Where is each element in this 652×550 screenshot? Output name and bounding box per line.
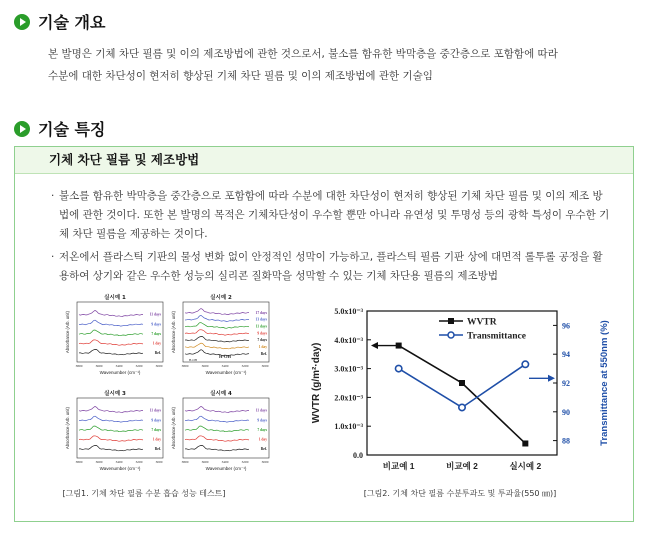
y2-axis-label: Transmittance at 550nm (%) [599,320,610,446]
play-bullet-icon [14,121,30,137]
y2-tick-label: 90 [562,407,570,417]
plot-frame [183,398,269,458]
ftir-annotation: H-OH [189,358,197,362]
ftir-xlabel: Wavenumber (cm⁻¹) [205,370,247,375]
feature-bullet-2: · 저온에서 플라스틱 기판의 물성 변화 없이 안정적인 성막이 가능하고, 플라스틱 필름 기판 상에 대면적 롤투롤 공정을 활용하여 상기와 같은 우수한 성능의 실리콘 질화막을 성막할 수 있는 기체 차단용 필름의 제조방법 [51,248,611,286]
ftir-day-label: 11 days [149,312,161,317]
ftir-xtick: 3400 [221,364,229,368]
ftir-panel [63,389,167,475]
ftir-day-label: Ref. [260,447,267,452]
wvtr-transmittance-chart [305,301,615,485]
ftir-day-label: 9 days [151,418,161,423]
ftir-panel-title: 실시예 4 [210,391,232,397]
ftir-panel-plot [63,300,167,380]
ftir-day-label: 17 days [255,310,267,315]
ftir-xtick: 3200 [241,364,249,368]
ftir-curve [185,330,249,336]
ftir-panel-plot [169,396,273,476]
ftir-curve [185,350,249,356]
ftir-curve [185,315,249,321]
x-category-label: 비교예 1 [382,461,415,471]
figure2-caption: [그림2. 기체 차단 필름 수분투과도 및 투과율(550 ㎚)] [363,489,557,498]
series-point [459,404,465,410]
play-bullet-icon [14,14,30,30]
ftir-curve [185,426,249,432]
ftir-annotation: H-OH [219,354,231,359]
ftir-day-label: 9 days [151,322,161,327]
section-overview-header [14,10,105,33]
ftir-day-label: 9 days [257,418,267,423]
y-axis-label: WVTR (g/m²·day) [311,342,322,424]
ftir-curve [185,416,249,422]
ftir-curve [79,406,143,412]
section-features-header [14,117,105,140]
ftir-ylabel: Absorbance (Arb. unit) [65,407,70,449]
ftir-panel [63,293,167,379]
ftir-curve [79,436,143,442]
figure2-chart [305,301,615,485]
ftir-xtick: 3800 [181,460,189,464]
axis-indicator-arrowhead [371,342,378,349]
feature-bullets [51,187,611,290]
y-tick-label: 4.0x10⁻³ [334,335,363,345]
feature-bullet-1: · 불소를 함유한 박막층을 중간층으로 포함함에 따라 수분에 대한 차단성이 현저히 향상된 기체 차단 필름 및 이의 제조 방법에 관한 것이다. 또한 본 발명의 목적은 기체차단성이 우수할 뿐만 아니라 유연성 및 투명성 등의 광학 특성이 우수한 기체 차단 필름을 제공하는 것이다. [51,187,611,244]
ftir-ylabel: Absorbance (Arb. unit) [171,407,176,449]
ftir-day-label: 1 day [258,345,267,350]
ftir-xtick: 3600 [201,460,209,464]
ftir-curve [79,340,143,346]
ftir-day-label: 1 day [152,341,161,346]
figure1-ftir-panels [63,293,273,483]
ftir-day-label: Ref. [154,351,161,356]
ftir-panel-plot [63,396,167,476]
ftir-panel-title: 실시예 1 [104,295,126,301]
series-point [459,380,465,386]
y-tick-label: 1.0x10⁻³ [334,422,363,432]
ftir-day-label: 7 days [257,338,267,343]
y2-tick-label: 96 [562,321,570,331]
feature-box-title: 기체 차단 필름 및 제조방법 [15,147,633,174]
y2-tick-label: 94 [562,350,570,360]
ftir-xtick: 3400 [115,364,123,368]
overview-text [48,43,628,87]
ftir-panel [169,293,273,379]
ftir-curve [185,323,249,329]
ftir-curve [79,426,143,432]
ftir-xtick: 3000 [261,460,269,464]
ftir-day-label: 11 days [255,408,267,413]
ftir-xtick: 3400 [221,460,229,464]
ftir-curve [79,445,143,450]
plot-frame [77,302,163,362]
series-point [522,440,528,446]
y-tick-label: 0.0 [353,451,363,460]
ftir-curve [79,349,143,354]
ftir-xtick: 3600 [201,364,209,368]
legend-label: WVTR [467,317,497,328]
y-tick-label: 3.0x10⁻³ [334,364,363,374]
section-features-title: 기술 특징 [38,120,106,139]
legend-marker [448,318,454,324]
ftir-xtick: 3600 [95,364,103,368]
ftir-panel [169,389,273,475]
ftir-curve [185,337,249,342]
ftir-day-label: 7 days [151,427,161,432]
ftir-day-label: 9 days [257,331,267,336]
x-category-label: 실시예 2 [509,461,542,471]
ftir-xtick: 3000 [261,364,269,368]
ftir-xlabel: Wavenumber (cm⁻¹) [99,466,141,471]
ftir-xtick: 3400 [115,460,123,464]
ftir-day-label: 7 days [151,331,161,336]
ftir-curve [185,436,249,442]
ftir-curve [185,343,249,349]
ftir-xtick: 3000 [155,460,163,464]
ftir-panel-plot [169,300,273,380]
axis-indicator-arrowhead [548,375,555,382]
ftir-day-label: Ref. [154,447,161,452]
legend-marker [448,332,454,338]
ftir-day-label: 11 days [255,324,267,329]
ftir-ylabel: Absorbance (Arb. unit) [171,311,176,353]
plot-frame [77,398,163,458]
overview-line-1: 본 발명은 기체 차단 필름 및 이의 제조방법에 관한 것으로서, 불소를 함유한 박막층을 중간층으로 포함함에 따라 [48,48,558,60]
ftir-day-label: 7 days [257,427,267,432]
ftir-day-label: Ref. [260,351,267,356]
ftir-xtick: 3200 [241,460,249,464]
ftir-panel-title: 실시예 2 [210,295,232,301]
ftir-xtick: 3800 [75,460,83,464]
overview-line-2: 수분에 대한 차단성이 현저히 향상된 기체 차단 필름 및 이의 제조방법에 관한 기술임 [48,70,433,82]
series-line [399,346,526,444]
legend-label: Transmittance [467,331,526,342]
ftir-curve [79,310,143,316]
y-tick-label: 2.0x10⁻³ [334,393,363,403]
ftir-curve [79,416,143,422]
ftir-xtick: 3200 [135,460,143,464]
ftir-xtick: 3200 [135,364,143,368]
ftir-day-label: 11 days [149,408,161,413]
ftir-curve [79,330,143,336]
ftir-curve [185,309,249,315]
ftir-xtick: 3000 [155,364,163,368]
ftir-day-label: 1 day [258,437,267,442]
ftir-xtick: 3600 [95,460,103,464]
ftir-xtick: 3800 [181,364,189,368]
ftir-day-label: 13 days [255,317,267,322]
section-overview-title: 기술 개요 [38,13,106,32]
ftir-ylabel: Absorbance (Arb. unit) [65,311,70,353]
ftir-panel-title: 실시예 3 [104,391,126,397]
feature-box [14,146,634,522]
ftir-curve [185,445,249,450]
figure1-caption: [그림1. 기체 차단 필름 수분 흡습 성능 테스트] [62,489,226,498]
ftir-day-label: 1 day [152,437,161,442]
x-category-label: 비교예 2 [446,461,478,471]
series-point [522,361,528,367]
ftir-xtick: 3800 [75,364,83,368]
y2-tick-label: 88 [562,436,570,446]
series-point [395,365,401,371]
y-tick-label: 5.0x10⁻³ [334,307,363,316]
y2-tick-label: 92 [562,379,570,388]
ftir-xlabel: Wavenumber (cm⁻¹) [205,466,247,471]
ftir-curve [185,406,249,412]
ftir-xlabel: Wavenumber (cm⁻¹) [99,370,141,375]
ftir-curve [79,320,143,326]
